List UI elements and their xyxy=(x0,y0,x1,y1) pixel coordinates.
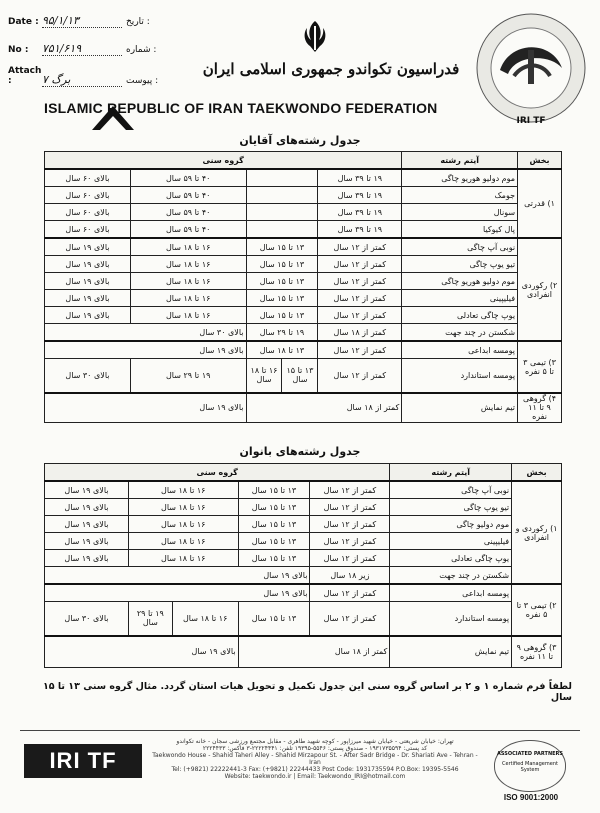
table-row: پومسه استاندارد کمتر از ۱۲ سال ۱۳ تا ۱۵ سال ۱۶ تا ۱۸ سال ۱۹ تا ۲۹ سال بالای ۳۰ سال xyxy=(45,602,562,636)
attach-field: Attach : ۷ برگ پیوست : xyxy=(8,66,159,86)
header-age-group: گروه سنی xyxy=(45,464,390,482)
women-table-title: جدول رشته‌های بانوان xyxy=(239,445,361,458)
federation-logo-icon xyxy=(470,10,592,132)
table-row: ۳) تیمی ۳ تا ۵ نفره پومسه ابداعی کمتر از ۱۲ سال ۱۳ تا ۱۸ سال بالای ۱۹ سال xyxy=(45,341,562,359)
attach-value: ۷ برگ xyxy=(42,73,122,87)
table-row: پال کیوکیا ۱۹ تا ۳۹ سال ۴۰ تا ۵۹ سال بالای ۶۰ سال xyxy=(45,221,562,239)
section-label: ۱) رکوردی و انفرادی xyxy=(512,481,562,584)
footer-address xyxy=(150,738,480,780)
web-en: Website: taekwondo.ir | Email: Taekwondo_IRI@hotmail.com xyxy=(224,773,406,780)
section-label: ۳) تیمی ۳ تا ۵ نفره xyxy=(518,341,562,393)
table-row: شکستن در چند جهت زیر ۱۸ سال بالای ۱۹ سال xyxy=(45,567,562,585)
table-row: موم دولیو هوریو چاگی کمتر از ۱۲ سال ۱۳ تا ۱۵ سال ۱۶ تا ۱۸ سال بالای ۱۹ سال xyxy=(45,273,562,290)
address-fa: تهران: خیابان شریعتی - خیابان شهید میرزاپور - کوچه شهید طاهری - مقابل مجتمع ورزشی سجان - خانه تکواندو xyxy=(176,738,454,745)
table-row: فیلیپینی کمتر از ۱۲ سال ۱۳ تا ۱۵ سال ۱۶ تا ۱۸ سال بالای ۱۹ سال xyxy=(45,533,562,550)
men-table-title: جدول رشته‌های آقایان xyxy=(239,134,361,147)
logo-caption: IRI TF xyxy=(516,116,546,126)
table-row: ۳) گروهی ۹ تا ۱۱ نفره تیم نمایش کمتر از ۱۸ سال بالای ۱۹ سال xyxy=(45,636,562,668)
iso-badge: ASSOCIATED PARTNERS Certified Management System xyxy=(494,740,566,792)
federation-logo xyxy=(470,10,592,132)
table-row: ۱) رکوردی و انفرادی نوبی آپ چاگی کمتر از ۱۲ سال ۱۳ تا ۱۵ سال ۱۶ تا ۱۸ سال بالای ۱۹ سال xyxy=(45,481,562,499)
number-field: No : ۷۵۱/۶۱۹ شماره : xyxy=(8,42,157,55)
table-row: یوپ چاگی تعادلی کمتر از ۱۲ سال ۱۳ تا ۱۵ سال ۱۶ تا ۱۸ سال بالای ۱۹ سال xyxy=(45,550,562,567)
men-table xyxy=(44,151,562,423)
header-age-group: گروه سنی xyxy=(45,152,402,170)
section-label: ۳) گروهی ۹ تا ۱۱ نفره xyxy=(512,636,562,668)
header-item: آیتم رشته xyxy=(390,464,512,482)
footer-divider xyxy=(20,730,580,731)
iso-label: ISO 9001:2000 xyxy=(503,793,559,802)
header-section: بخش xyxy=(512,464,562,482)
women-table xyxy=(44,463,562,668)
federation-name-en: ISLAMIC REPUBLIC OF IRAN TAEKWONDO FEDERATION xyxy=(44,100,438,116)
date-value: ۹۵/۱/۱۳ xyxy=(42,14,122,28)
number-value: ۷۵۱/۶۱۹ xyxy=(42,42,122,56)
table-row: سونال ۱۹ تا ۳۹ سال ۴۰ تا ۵۹ سال بالای ۶۰ سال xyxy=(45,204,562,221)
table-row: تیو یوپ چاگی کمتر از ۱۲ سال ۱۳ تا ۱۵ سال ۱۶ تا ۱۸ سال بالای ۱۹ سال xyxy=(45,256,562,273)
address-en: Taekwondo House - Shahid Taheri Alley - Shahid Mirzapour St. - After Sadr Bridge - Dr. Shariati Ave - Tehran - Iran xyxy=(152,752,478,766)
table-row: یوپ چاگی تعادلی کمتر از ۱۲ سال ۱۳ تا ۱۵ سال ۱۶ تا ۱۸ سال بالای ۱۹ سال xyxy=(45,307,562,324)
table-row: ۲) تیمی ۳ تا ۵ نفره پومسه ابداعی کمتر از ۱۲ سال بالای ۱۹ سال xyxy=(45,584,562,602)
table-row: تیو یوپ چاگی کمتر از ۱۲ سال ۱۳ تا ۱۵ سال ۱۶ تا ۱۸ سال بالای ۱۹ سال xyxy=(45,499,562,516)
federation-name-fa: فدراسیون تکواندو جمهوری اسلامی ایران xyxy=(202,60,460,78)
section-label: ۴) گروهی ۹ تا ۱۱ نفره xyxy=(518,393,562,423)
table-row: ۲) رکوردی انفرادی نوبی آپ چاگی کمتر از ۱۲ سال ۱۳ تا ۱۵ سال ۱۶ تا ۱۸ سال بالای ۱۹ سال xyxy=(45,238,562,256)
table-row: ۴) گروهی ۹ تا ۱۱ نفره تیم نمایش کمتر از ۱۸ سال بالای ۱۹ سال xyxy=(45,393,562,423)
table-row: ۱) قدرتی موم دولیو هوریو چاگی ۱۹ تا ۳۹ سال ۴۰ تا ۵۹ سال بالای ۶۰ سال xyxy=(45,169,562,187)
section-label: ۱) قدرتی xyxy=(518,169,562,238)
footer-logo: IRI TF xyxy=(24,744,142,778)
table-row: شکستن در چند جهت کمتر از ۱۸ سال ۱۹ تا ۲۹ سال بالای ۳۰ سال xyxy=(45,324,562,342)
table-row: جومک ۱۹ تا ۳۹ سال ۴۰ تا ۵۹ سال بالای ۶۰ سال xyxy=(45,187,562,204)
contact-fa: کد پستی: ۱۹۳۱۷۳۵۵۹۴ - صندوق پستی: ۵۵۴۶-۱۹۳۹۵ تلفن: ۲۲۲۲۴۴۴۱-۳ فاکس: ۲۲۲۴۴۳۳ xyxy=(202,745,428,752)
table-row: فیلیپینی کمتر از ۱۲ سال ۱۳ تا ۱۵ سال ۱۶ تا ۱۸ سال بالای ۱۹ سال xyxy=(45,290,562,307)
contact-en: Tel: (+9821) 22222441-3 Fax: (+9821) 22244433 Post Code: 1931735594 P.O.Box: 19395-5546 xyxy=(171,766,459,773)
instruction-note: لطفاً فرم شماره ۱ و ۲ بر اساس گروه سنی این جدول تکمیل و تحویل هیات استان گردد. مثال گروه سنی ۱۳ تا ۱۵ سال xyxy=(42,681,572,703)
section-label: ۲) رکوردی انفرادی xyxy=(518,238,562,341)
table-header-row xyxy=(45,464,562,482)
iran-emblem-icon xyxy=(300,18,330,56)
table-row: موم دولیو چاگی کمتر از ۱۲ سال ۱۳ تا ۱۵ سال ۱۶ تا ۱۸ سال بالای ۱۹ سال xyxy=(45,516,562,533)
table-header-row xyxy=(45,152,562,170)
header-item: آیتم رشته xyxy=(402,152,518,170)
table-row: پومسه استاندارد کمتر از ۱۲ سال ۱۳ تا ۱۵ سال ۱۶ تا ۱۸ سال ۱۹ تا ۲۹ سال بالای ۳۰ سال xyxy=(45,359,562,393)
section-label: ۲) تیمی ۳ تا ۵ نفره xyxy=(512,584,562,636)
header-section: بخش xyxy=(518,152,562,170)
date-field: Date : ۹۵/۱/۱۳ تاریخ : xyxy=(8,14,150,27)
